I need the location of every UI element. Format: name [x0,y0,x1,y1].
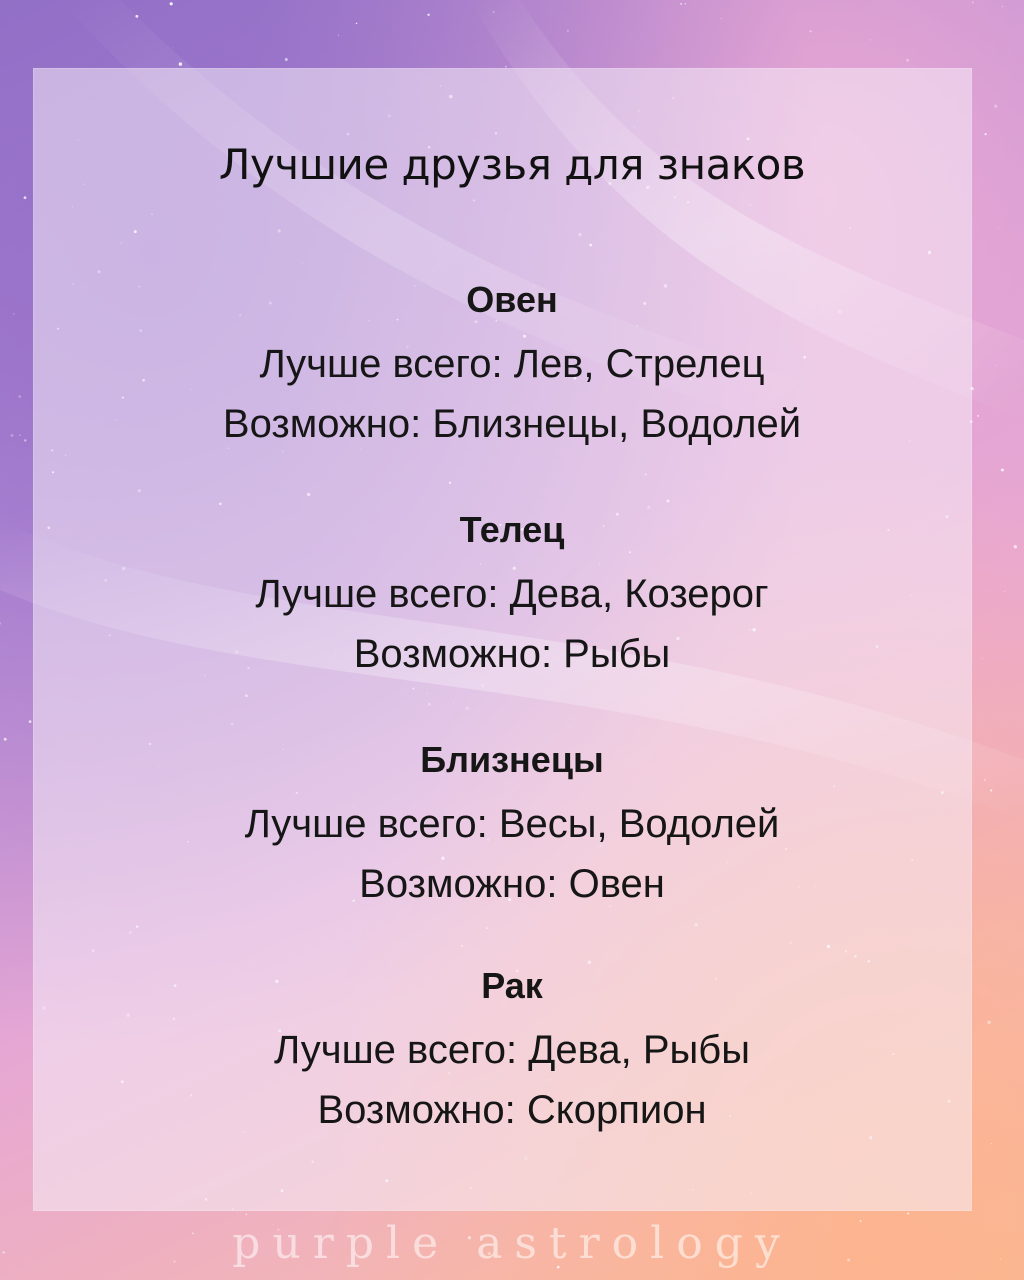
star-sparkle [1001,469,1004,472]
star-sparkle [870,39,871,40]
star-sparkle [907,1212,909,1214]
star-sparkle [135,15,138,18]
sign-name: Овен [466,279,558,320]
star-sparkle [493,11,494,12]
possible-match-text: Возможно: Рыбы [353,632,671,676]
best-match-text: Лучше всего: Дева, Козерог [255,572,769,616]
sign-section-taurus [0,510,1024,684]
sign-name: Близнецы [420,739,604,780]
star-sparkle [810,30,812,32]
star-sparkle [246,1214,247,1215]
possible-match-text: Возможно: Овен [359,862,665,906]
star-sparkle [670,9,671,10]
star-sparkle [356,23,358,25]
best-match-text: Лучше всего: Дева, Рыбы [274,1028,750,1072]
star-sparkle [567,30,569,32]
star-sparkle [1002,6,1003,7]
star-sparkle [721,18,722,19]
star-sparkle [338,35,339,36]
star-sparkle [997,227,998,228]
watermark-text: purple astrology [232,1218,792,1269]
star-sparkle [172,47,173,48]
best-match-text: Лучше всего: Весы, Водолей [244,802,780,846]
star-sparkle [285,58,288,61]
page-title: Лучшие друзья для знаков [218,140,806,189]
sign-name: Рак [481,965,543,1006]
sign-section-cancer [0,966,1024,1140]
star-sparkle [906,59,909,62]
star-sparkle [24,196,27,199]
possible-match-text: Возможно: Близнецы, Водолей [222,402,802,446]
star-sparkle [29,720,32,723]
sign-name: Телец [459,509,565,550]
star-sparkle [179,62,182,65]
possible-match-text: Возможно: Скорпион [317,1088,707,1132]
star-sparkle [301,1278,302,1279]
star-sparkle [685,3,686,4]
star-sparkle [991,1143,992,1144]
star-sparkle [972,2,974,4]
star-sparkle [994,105,997,108]
star-sparkle [680,3,682,5]
sign-section-gemini [0,740,1024,914]
best-match-text: Лучше всего: Лев, Стрелец [259,342,765,386]
sign-section-aries [0,280,1024,454]
star-sparkle [427,14,429,16]
star-sparkle [170,2,173,5]
star-sparkle [985,133,987,135]
